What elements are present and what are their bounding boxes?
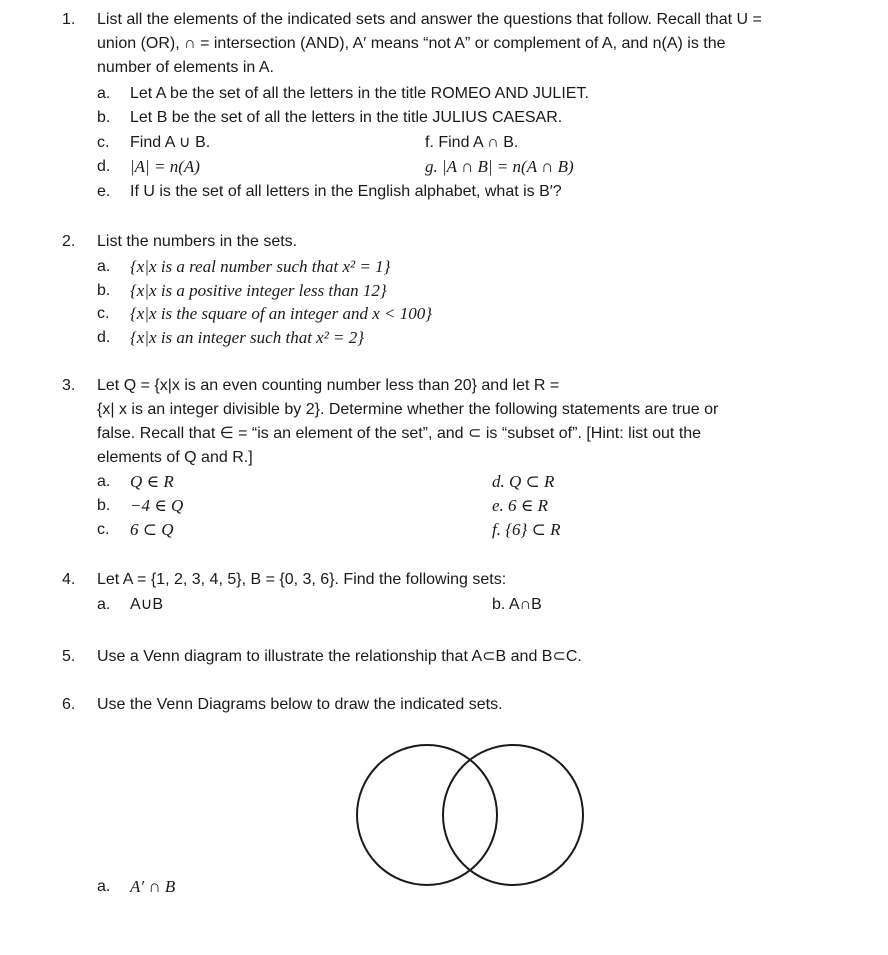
- q3-item-d-text: d. Q ⊂ R: [492, 472, 555, 491]
- q3-item-a-text: Q ∈ R: [130, 472, 174, 491]
- q6-item-a-label: a.: [97, 878, 111, 895]
- question-2-intro: List the numbers in the sets.: [97, 233, 298, 250]
- question-4-text: Let A = {1, 2, 3, 4, 5}, B = {0, 3, 6}. Find the following sets:: [97, 571, 507, 588]
- question-1-line-1: List all the elements of the indicated sets and answer the questions that follow. Recall that U =: [97, 11, 762, 28]
- q3-item-b-text: −4 ∈ Q: [130, 496, 184, 515]
- question-6-text: Use the Venn Diagrams below to draw the indicated sets.: [97, 696, 503, 713]
- q2-item-b-text: {x|x is a positive integer less than 12}: [130, 281, 387, 300]
- q1-item-e-label: e.: [97, 183, 111, 200]
- q4-item-a-text: A∪B: [130, 596, 164, 613]
- q2-item-d-text: {x|x is an integer such that x² = 2}: [130, 328, 365, 347]
- q4-item-b-text: b. A∩B: [492, 596, 542, 613]
- q2-item-b-label: b.: [97, 282, 111, 299]
- q1-item-g-text: g. |A ∩ B| = n(A ∩ B): [425, 157, 574, 176]
- q6-item-a-text: A′ ∩ B: [130, 877, 176, 896]
- question-6-number: 6.: [62, 696, 76, 713]
- q3-item-f-text: f. {6} ⊂ R: [492, 520, 561, 539]
- q1-item-b-text: Let B be the set of all the letters in the title JULIUS CAESAR.: [130, 109, 563, 126]
- question-5-number: 5.: [62, 648, 76, 665]
- question-1-line-3: number of elements in A.: [97, 59, 274, 76]
- q1-item-d-text: |A| = n(A): [130, 157, 200, 176]
- q1-item-a-label: a.: [97, 85, 111, 102]
- q1-item-a-text: Let A be the set of all the letters in the title ROMEO AND JULIET.: [130, 85, 589, 102]
- q3-item-c-text: 6 ⊂ Q: [130, 520, 174, 539]
- q2-item-a-text: {x|x is a real number such that x² = 1}: [130, 257, 391, 276]
- question-3-number: 3.: [62, 377, 76, 394]
- q2-item-c-text: {x|x is the square of an integer and x < 100}: [130, 304, 433, 323]
- question-3-line-1: Let Q = {x|x is an even counting number less than 20} and let R =: [97, 377, 560, 394]
- q3-item-e-text: e. 6 ∈ R: [492, 496, 549, 515]
- q1-item-e-text: If U is the set of all letters in the English alphabet, what is B′?: [130, 183, 562, 200]
- q1-item-b-label: b.: [97, 109, 111, 126]
- question-3-line-4: elements of Q and R.]: [97, 449, 253, 466]
- question-1-line-2: union (OR), ∩ = intersection (AND), A′ means “not A” or complement of A, and n(A) is the: [97, 35, 726, 52]
- q3-item-b-label: b.: [97, 497, 111, 514]
- q2-item-a-label: a.: [97, 258, 111, 275]
- question-5-text: Use a Venn diagram to illustrate the relationship that A⊂B and B⊂C.: [97, 648, 582, 665]
- question-4-number: 4.: [62, 571, 76, 588]
- question-3-line-3: false. Recall that ∈ = “is an element of the set”, and ⊂ is “subset of”. [Hint: list out the: [97, 425, 702, 442]
- q3-item-a-label: a.: [97, 473, 111, 490]
- question-1-number: 1.: [62, 11, 76, 28]
- question-2-number: 2.: [62, 233, 76, 250]
- q1-item-f-text: f. Find A ∩ B.: [425, 134, 519, 151]
- venn-circle-left: [357, 745, 497, 885]
- q1-item-c-text: Find A ∪ B.: [130, 134, 211, 151]
- question-3-line-2: {x| x is an integer divisible by 2}. Determine whether the following statements are true or: [97, 401, 719, 418]
- q4-item-a-label: a.: [97, 596, 111, 613]
- q2-item-c-label: c.: [97, 305, 110, 322]
- q3-item-c-label: c.: [97, 521, 110, 538]
- q2-item-d-label: d.: [97, 329, 111, 346]
- q1-item-d-label: d.: [97, 158, 111, 175]
- venn-circle-right: [443, 745, 583, 885]
- q1-item-c-label: c.: [97, 134, 110, 151]
